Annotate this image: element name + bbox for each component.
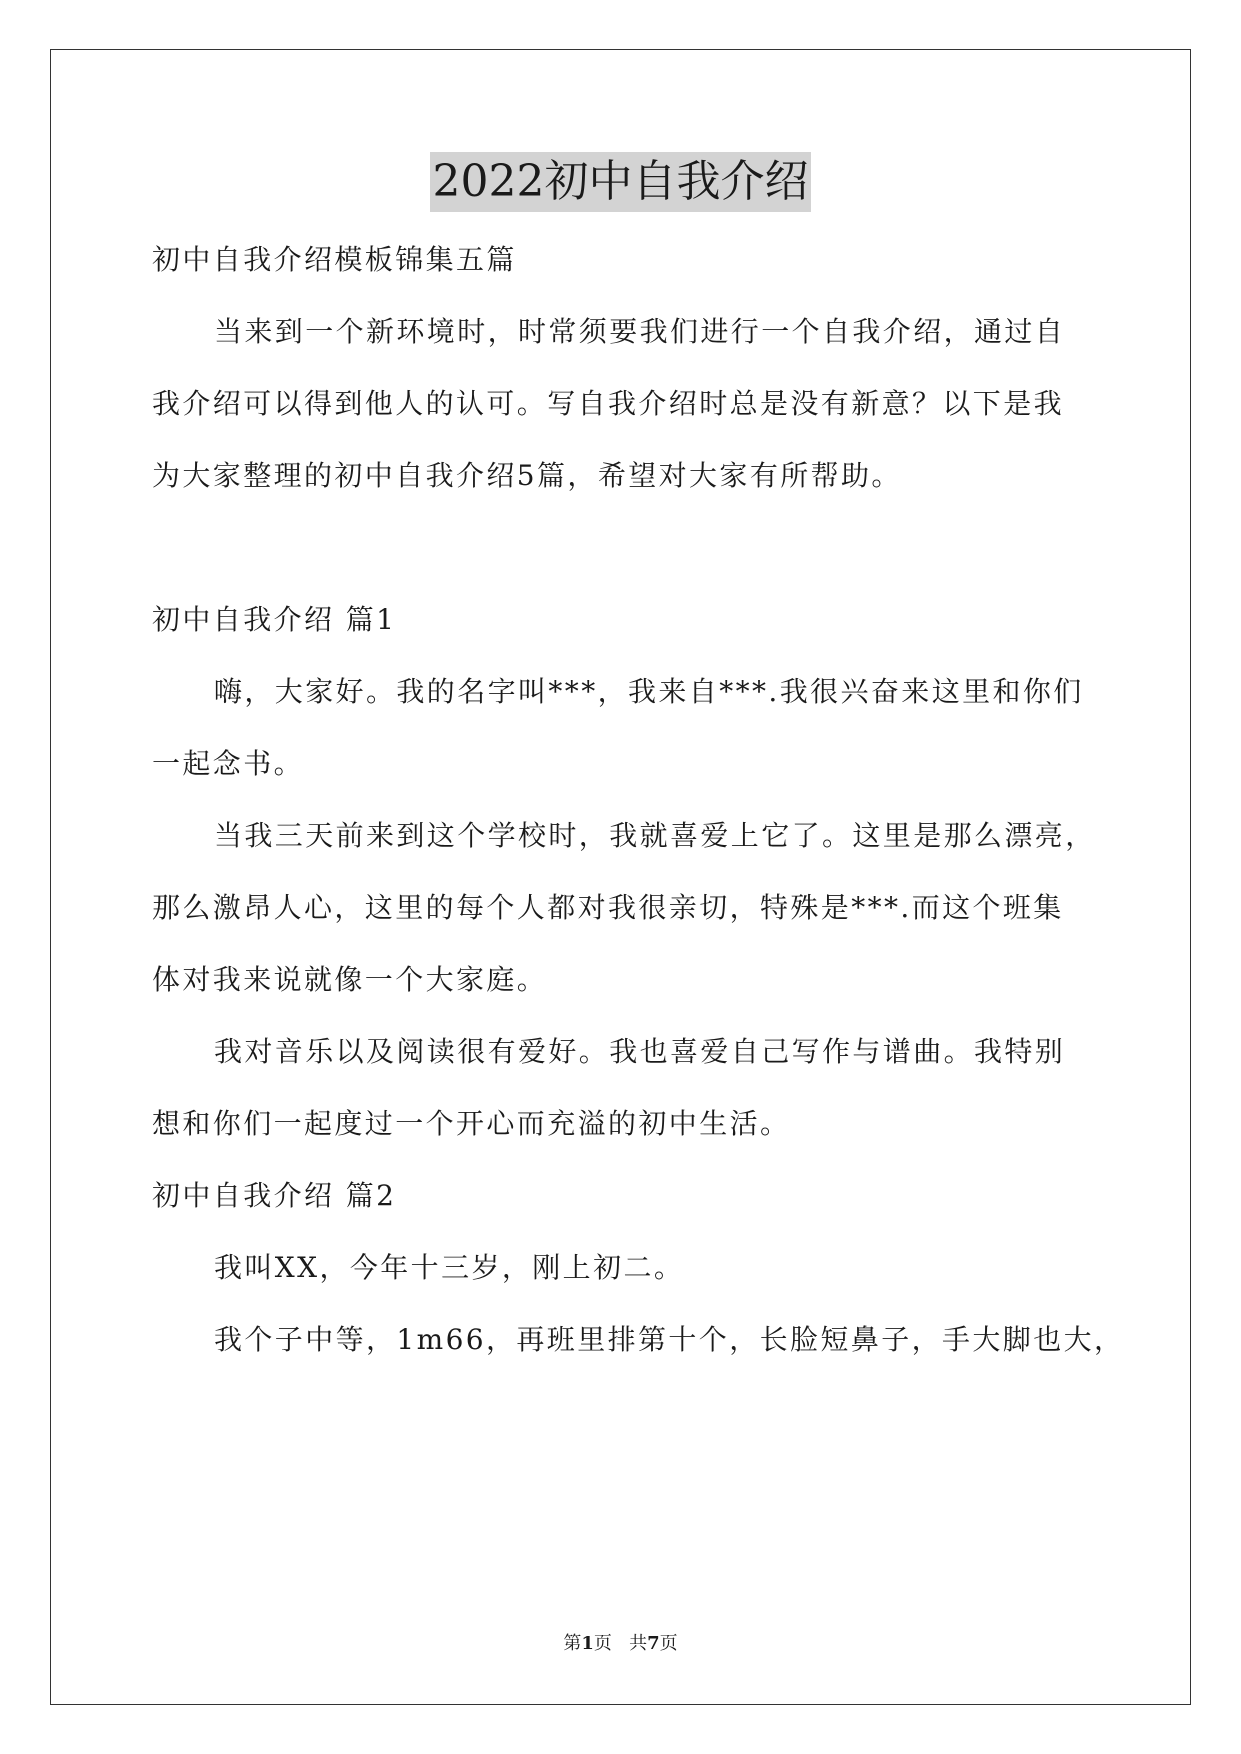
section1-p3-line-2: 想和你们一起度过一个开心而充溢的初中生活。 (152, 1107, 791, 1140)
footer-page-total: 7 (647, 1633, 660, 1654)
section2-p1: 我叫XX，今年十三岁，刚上初二。 (214, 1251, 685, 1284)
section2-p2-line-1: 我个子中等，1m66，再班里排第十个，长脸短鼻子，手大脚也大， (214, 1323, 1125, 1356)
page-border (50, 49, 1191, 1705)
document-title: 2022初中自我介绍 (430, 152, 812, 212)
footer-page-mid: 页 共 (593, 1633, 648, 1654)
section1-p2-line-1: 当我三天前来到这个学校时，我就喜爱上它了。这里是那么漂亮， (214, 819, 1096, 852)
section1-p2-line-3: 体对我来说就像一个大家庭。 (152, 963, 548, 996)
section1-p2-line-2: 那么激昂人心，这里的每个人都对我很亲切，特殊是***.而这个班集 (152, 891, 1064, 924)
footer-page-current: 1 (581, 1633, 594, 1654)
footer-page-prefix: 第 (563, 1633, 582, 1654)
section1-heading: 初中自我介绍 篇1 (152, 603, 397, 636)
page-footer (0, 1632, 1241, 1656)
section1-p3-line-1: 我对音乐以及阅读很有爱好。我也喜爱自己写作与谱曲。我特别 (214, 1035, 1066, 1068)
intro-line-3: 为大家整理的初中自我介绍5篇，希望对大家有所帮助。 (152, 459, 902, 492)
intro-line-1: 当来到一个新环境时，时常须要我们进行一个自我介绍，通过自 (214, 315, 1066, 348)
section2-heading: 初中自我介绍 篇2 (152, 1179, 397, 1212)
title-wrap (0, 152, 1241, 212)
section1-p1-line-2: 一起念书。 (152, 747, 305, 780)
footer-page-suffix: 页 (659, 1633, 678, 1654)
intro-line-2: 我介绍可以得到他人的认可。写自我介绍时总是没有新意？以下是我 (152, 387, 1065, 420)
document-subtitle: 初中自我介绍模板锦集五篇 (152, 243, 517, 276)
section1-p1-line-1: 嗨，大家好。我的名字叫***，我来自***.我很兴奋来这里和你们 (214, 675, 1084, 708)
